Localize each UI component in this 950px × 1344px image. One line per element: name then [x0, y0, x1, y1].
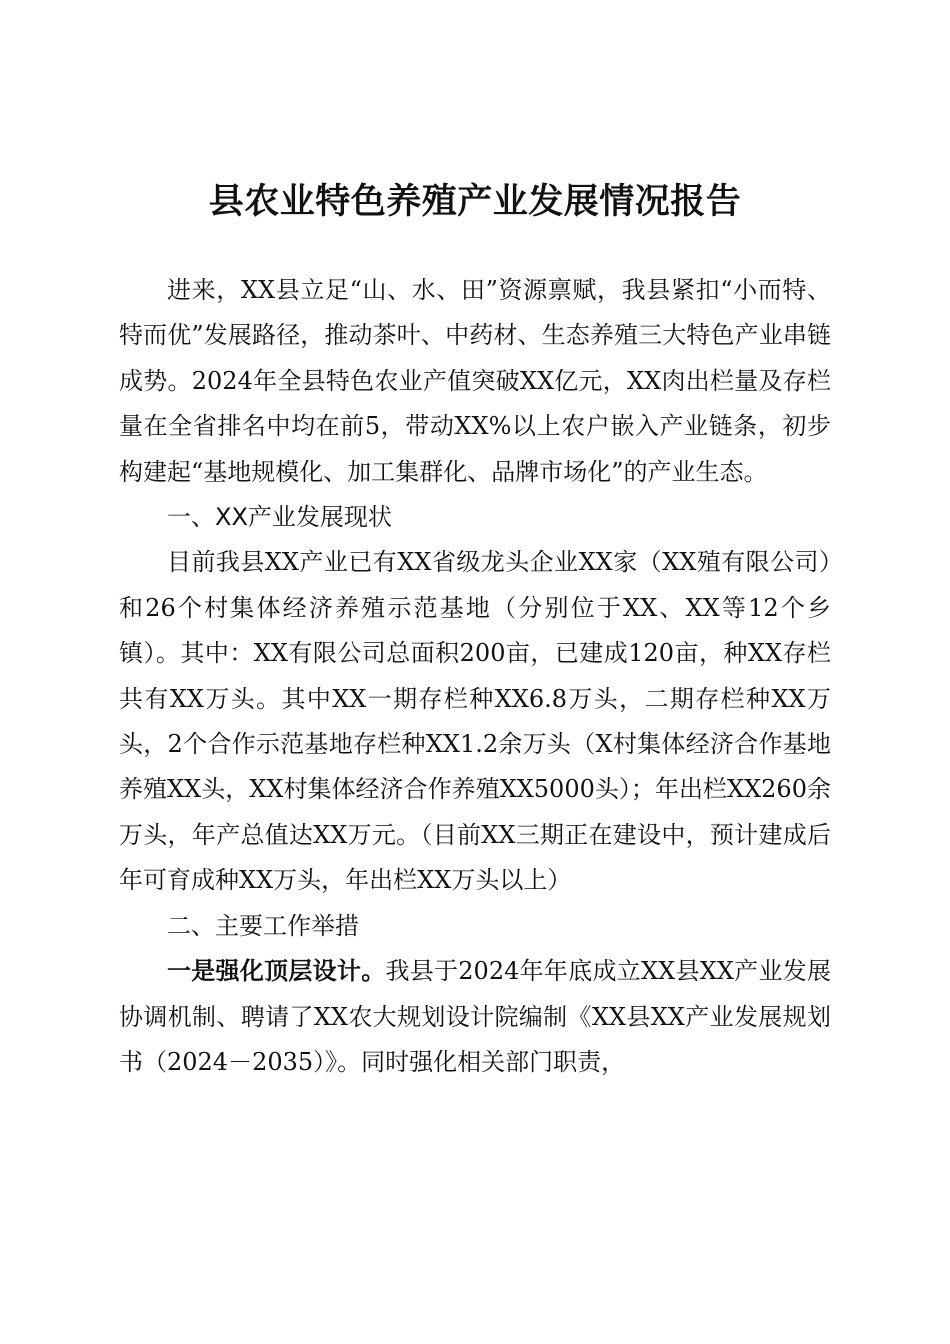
document-title: 县农业特色养殖产业发展情况报告 — [208, 181, 742, 222]
status-paragraph: 目前我县XX产业已有XX省级龙头企业XX家（XX殖有限公司）和26个村集体经济养殖示范基地（分别位于XX、XX等12个乡镇）。其中：XX有限公司总面积200亩，已建成120亩，种XX存栏共有XX万头。其中XX一期存栏种XX6.8万头，二期存栏种XX万头，2个合作示范基地存栏种XX1.2余万头（X村集体经济合作基地养殖XX头，XX村集体经济合作养殖XX5000头）；年出栏XX260余万头，年产总值达XX万元。（目前XX三期正在建设中，预计建成后年可育成种XX万头，年出栏XX万头以上） — [119, 548, 831, 895]
measure-paragraph-text: 我县于2024年年底成立XX县XX产业发展协调机制、聘请了XX农大规划设计院编制《XX县XX产业发展规划书（2024－2035）》。同时强化相关部门职责， — [119, 957, 832, 1076]
measures-paragraph — [119, 949, 831, 1085]
section-heading-measures: 二、主要工作举措 — [167, 911, 359, 940]
section-heading-status: 一、XX产业发展现状 — [167, 503, 392, 532]
measure-lead-phrase: 一是强化顶层设计。 — [167, 957, 386, 986]
intro-paragraph: 进来，XX县立足“山、水、田”资源禀赋，我县紧扣“小而特、特而优”发展路径，推动茶叶、中药材、生态养殖三大特色产业串链成势。2024年全县特色农业产值突破XX亿元，XX肉出栏量及存栏量在全省排名中均在前5，带动XX%以上农户嵌入产业链条，初步构建起“基地规模化、加工集群化、品牌市场化”的产业生态。 — [119, 276, 831, 486]
document-body — [119, 268, 831, 1085]
